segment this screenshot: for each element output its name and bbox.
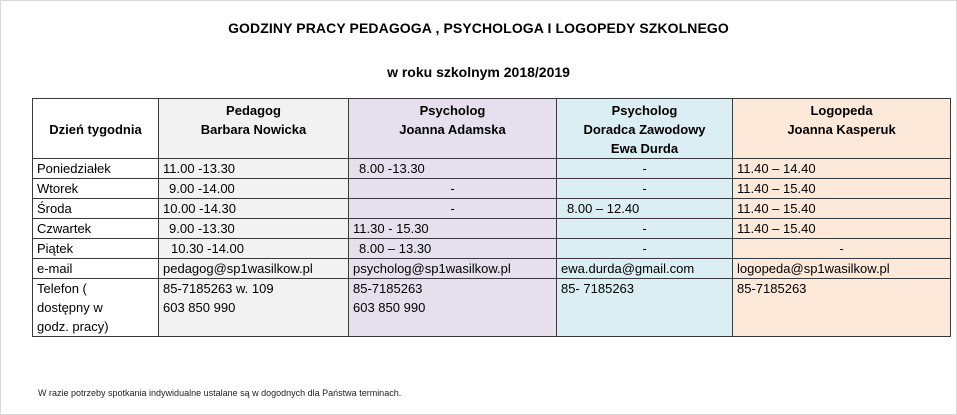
psych1-phone-2: 603 850 990 [353,300,426,315]
psych2-hours: - [557,179,733,199]
logo-hours: 11.40 – 14.40 [733,159,951,179]
pedagog-hours: 11.00 -13.30 [159,159,349,179]
psych1-hours: 11.30 - 15.30 [349,219,557,239]
psych2-hours: - [557,159,733,179]
header-pedagog-role: Pedagog [226,103,281,118]
header-logopeda [733,99,951,159]
header-psych1-role: Psycholog [419,103,486,118]
psych1-hours: - [349,179,557,199]
logo-hours: 11.40 – 15.40 [733,179,951,199]
footnote: W razie potrzeby spotkania indywidualne ustalane są w dogodnych dla Państwa terminach. [38,388,402,398]
pedagog-phone-2: 603 850 990 [163,300,236,315]
email-label: e-mail [33,259,159,279]
header-logo-role: Logopeda [810,103,873,118]
header-day: Dzień tygodnia [33,99,159,159]
table-row [33,219,951,239]
logo-hours: - [733,239,951,259]
logo-hours: 11.40 – 15.40 [733,219,951,239]
pedagog-hours: 9.00 -13.30 [159,219,349,239]
phone-label [33,279,159,337]
schedule-table [32,98,951,337]
psych1-hours: - [349,199,557,219]
page-title: GODZINY PRACY PEDAGOGA , PSYCHOLOGA I LOGOPEDY SZKOLNEGO [228,20,729,36]
header-pedagog-name: Barbara Nowicka [200,122,307,137]
day-cell: Poniedziałek [33,159,159,179]
pedagog-phone [159,279,349,337]
day-cell: Wtorek [33,179,159,199]
psych1-phone [349,279,557,337]
psych1-hours: 8.00 – 13.30 [349,239,557,259]
header-psych1-name: Joanna Adamska [399,122,506,137]
header-logo-name: Joanna Kasperuk [787,122,896,137]
phone-label-line: dostępny w [37,300,103,315]
email-row [33,259,951,279]
table-row [33,199,951,219]
table-row [33,159,951,179]
psych2-email[interactable]: ewa.durda@gmail.com [557,259,733,279]
day-cell: Czwartek [33,219,159,239]
phone-label-line: godz. pracy) [37,319,109,334]
phone-row [33,279,951,337]
psych2-hours: - [557,219,733,239]
header-psych2-name: Ewa Durda [610,141,679,156]
header-psych2-sub: Doradca Zawodowy [583,122,706,137]
header-row [33,99,951,159]
header-psych2 [557,99,733,159]
phone-label-line: Telefon ( [37,281,87,296]
header-psych1 [349,99,557,159]
psych2-phone-1: 85- 7185263 [561,281,635,296]
page-subtitle: w roku szkolnym 2018/2019 [387,64,570,80]
logo-hours: 11.40 – 15.40 [733,199,951,219]
psych1-email[interactable]: psycholog@sp1wasilkow.pl [349,259,557,279]
pedagog-hours: 10.00 -14.30 [159,199,349,219]
pedagog-hours: 10.30 -14.00 [159,239,349,259]
psych1-hours: 8.00 -13.30 [349,159,557,179]
psych2-hours: 8.00 – 12.40 [557,199,733,219]
psych2-hours: - [557,239,733,259]
pedagog-hours: 9.00 -14.00 [159,179,349,199]
day-cell: Piątek [33,239,159,259]
day-cell: Środa [33,199,159,219]
pedagog-email[interactable]: pedagog@sp1wasilkow.pl [159,259,349,279]
logo-phone-1: 85-7185263 [737,281,807,296]
pedagog-phone-1: 85-7185263 w. 109 [163,281,274,296]
table-row [33,179,951,199]
logo-phone [733,279,951,337]
logo-email[interactable]: logopeda@sp1wasilkow.pl [733,259,951,279]
psych1-phone-1: 85-7185263 [353,281,423,296]
header-psych2-role: Psycholog [611,103,678,118]
header-pedagog [159,99,349,159]
psych2-phone [557,279,733,337]
table-row [33,239,951,259]
